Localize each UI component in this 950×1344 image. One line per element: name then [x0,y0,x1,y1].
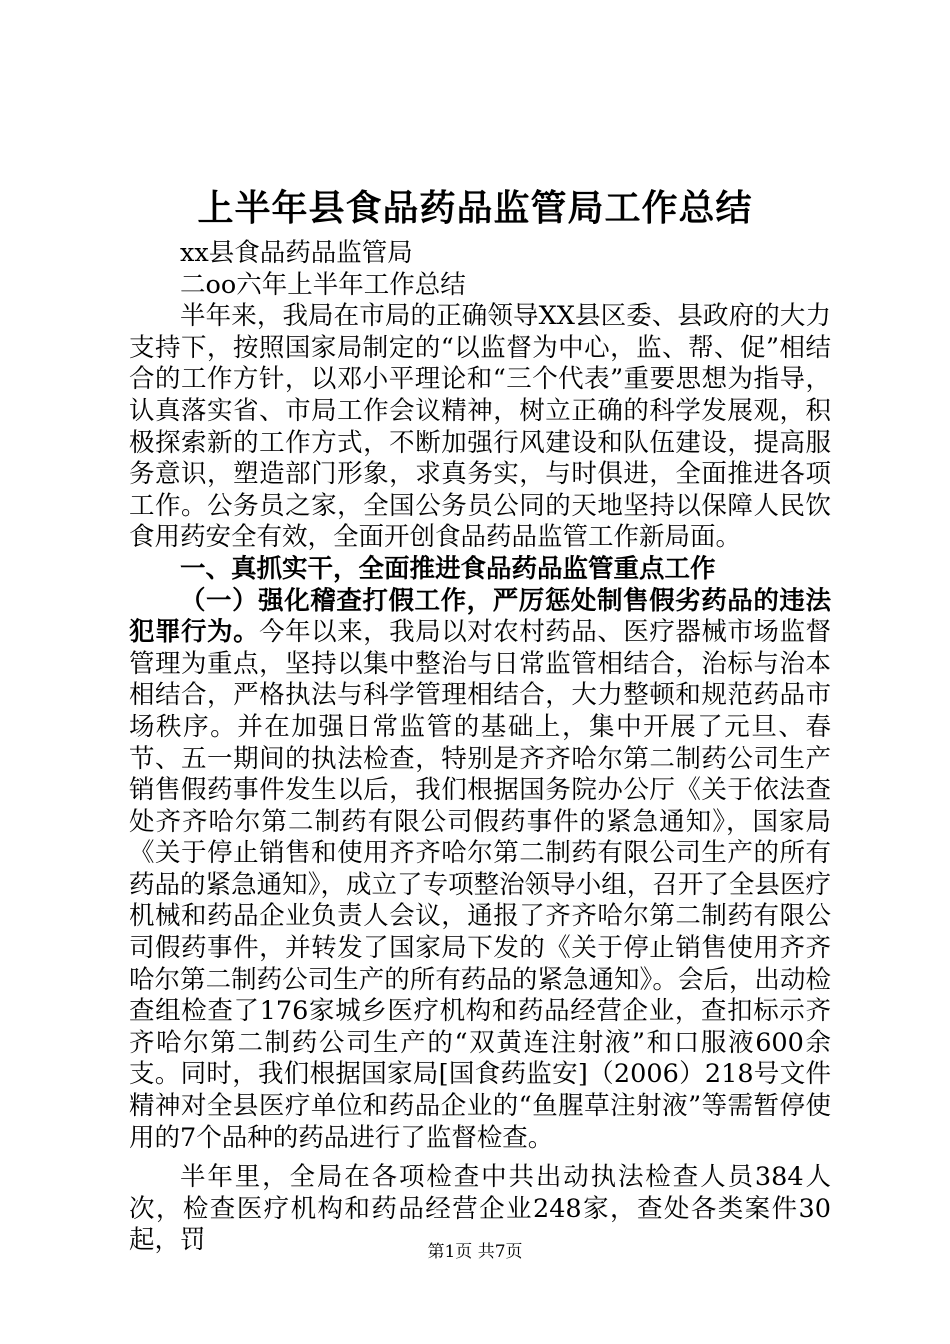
document-body [129,238,831,1257]
document-title: 上半年县食品药品监管局工作总结 [197,188,753,229]
summary-paragraph: 半年里，全局在各项检查中共出动执法检查人员384人次，检查医疗机构和药品经营企业248家，查处各类案件30起，罚 [129,1162,831,1256]
sub-line: 二oo六年上半年工作总结 [180,269,466,300]
page-footer: 第1页 共7页 [427,1242,523,1262]
subsection-paragraph-1 [129,586,831,1155]
section-heading-1: 一、真抓实干，全面推进食品药品监管重点工作 [180,553,716,584]
subsection-body: 今年以来，我局以对农村药品、医疗器械市场监督管理为重点，坚持以集中整治与日常监管相结合，治标与治本相结合，严格执法与科学管理相结合，大力整顿和规范药品市场秩序。并在加强日常监管的基础上，集中开展了元旦、春节、五一期间的执法检查，特别是齐齐哈尔第二制药公司生产销售假药事件发生以后，我们根据国务院办公厅《关于依法查处齐齐哈尔第二制药有限公司假药事件的紧急通知》，国家局《关于停止销售和使用齐齐哈尔第二制药有限公司生产的所有药品的紧急通知》，成立了专项整治领导小组，召开了全县医疗机械和药品企业负责人会议，通报了齐齐哈尔第二制药有限公司假药事件，并转发了国家局下发的《关于停止销售使用齐齐哈尔第二制药公司生产的所有药品的紧急通知》。会后，出动检查组检查了176家城乡医疗机构和药品经营企业，查扣标示齐齐哈尔第二制药公司生产的“双黄连注射液”和口服液600余支。同时，我们根据国家局[国食药监安]（2006）218号文件精神对全县医疗单位和药品企业的“鱼腥草注射液”等需暂停使用的7个品种的药品进行了监督检查。 [129,617,831,1153]
org-line: xx县食品药品监管局 [180,238,413,268]
intro-paragraph: 半年来，我局在市局的正确领导XX县区委、县政府的大力支持下，按照国家局制定的“以监督为中心，监、帮、促”相结合的工作方针，以邓小平理论和“三个代表”重要思想为指导，认真落实省、市局工作会议精神，树立正确的科学发展观，积极探索新的工作方式，不断加强行风建设和队伍建设，提高服务意识，塑造部门形象，求真务实，与时俱进，全面推进各项工作。公务员之家，全国公务员公同的天地坚持以保障人民饮食用药安全有效，全面开创食品药品监管工作新局面。 [129,301,831,553]
subsection-lead: （一）强化稽查打假工作，严厉惩处制售假劣药品的违法犯罪行为。 [129,585,831,648]
